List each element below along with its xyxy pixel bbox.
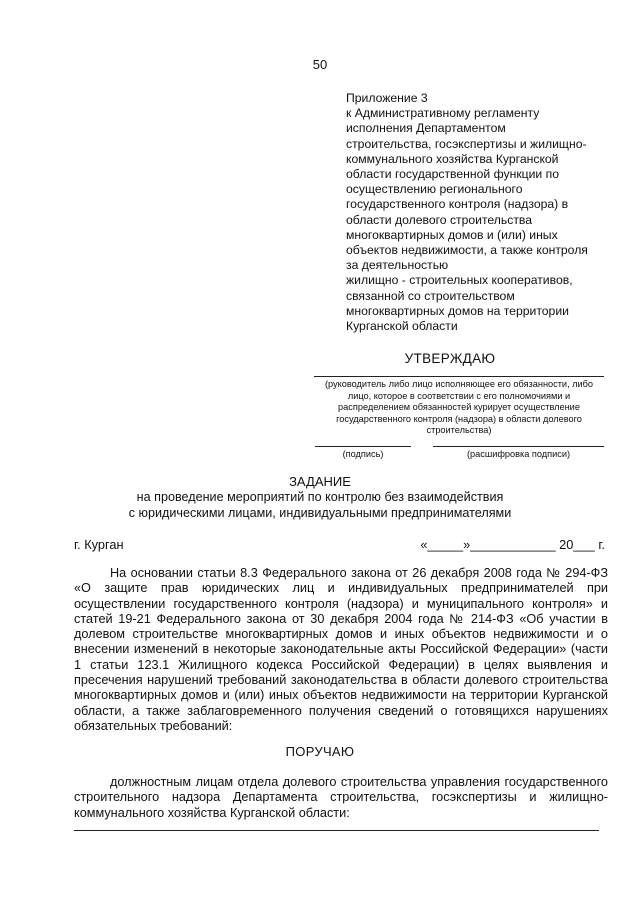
appendix-line: многоквартирных домов на территории (346, 303, 569, 318)
task-subtitle (100, 490, 540, 521)
appendix-line: за деятельностью (346, 258, 449, 273)
fill-in-line (74, 830, 599, 831)
basis-paragraph: На основании статьи 8.3 Федерального закона от 26 декабря 2008 года № 294-ФЗ «О защите прав юридических лиц и индивидуальных предпринимателей при осуществлении государственного контроля (надзора) и муниципального контроля» и статей 19-21 Федерального закона от 30 декабря 2004 года № 214-ФЗ «Об участии в долевом строительстве многоквартирных домов и иных объектов недвижимости и о внесении изменений в некоторые законодательные акты Российской Федерации» (части 1 статьи 123.1 Жилищного кодекса Российской Федерации) в целях выявления и пресечения нарушений требований законодательства в области долевого строительства многоквартирных домов и (или) иных объектов недвижимости на территории Курганской области, а также заблаговременного получения сведений о готовящихся нарушениях обязательных требований: (74, 566, 608, 733)
appendix-line: исполнения Департаментом (346, 121, 506, 136)
signature-decoding-caption: (расшифровка подписи) (466, 449, 571, 459)
approver-description: (руководитель либо лицо исполняющее его обязанности, либо лицо, которое в соответствии с его полномочиями и распределением обязанностей курирует осуществление государственного контроля (надзора) в области долевого строительства) (324, 379, 594, 436)
appendix-line: к Административному регламенту (346, 106, 540, 121)
appendix-block (346, 91, 611, 334)
page-number: 50 (312, 57, 328, 72)
appendix-line: объектов недвижимости, а также контроля (346, 243, 588, 258)
appendix-line: осуществлению регионального (346, 182, 523, 197)
appendix-line: коммунального хозяйства Курганской (346, 151, 559, 166)
appendix-line: строительства, госэкспертизы и жилищно- (346, 136, 587, 151)
charge-paragraph: должностным лицам отдела долевого строительства управления государственного строительного надзора Департамента строительства, госэкспертизы и жилищно-коммунального хозяйства Курганской области: (74, 775, 608, 820)
signature-decoding-line (433, 446, 604, 447)
appendix-line: государственного контроля (надзора) в (346, 197, 569, 212)
place-label: г. Курган (74, 537, 124, 552)
task-title: ЗАДАНИЕ (289, 474, 351, 489)
task-subtitle-line: на проведение мероприятий по контролю без взаимодействия (136, 490, 504, 504)
charge-title: ПОРУЧАЮ (285, 744, 355, 759)
appendix-line: Курганской области (346, 319, 458, 334)
appendix-line: области государственной функции по (346, 167, 560, 182)
signature-caption: (подпись) (342, 449, 384, 459)
date-field: «_____»____________ 20___ г. (420, 537, 605, 552)
appendix-line: жилищно - строительных кооперативов, (346, 273, 573, 288)
signature-line (315, 446, 411, 447)
appendix-line: связанной со строительством (346, 288, 515, 303)
appendix-line: области долевого строительства (346, 212, 533, 227)
task-subtitle-line: с юридическими лицами, индивидуальными предпринимателями (128, 505, 512, 520)
appendix-line: Приложение 3 (346, 91, 428, 105)
approver-line (314, 376, 604, 377)
approval-title: УТВЕРЖДАЮ (404, 351, 496, 366)
appendix-line: многоквартирных домов и (или) иных (346, 227, 558, 242)
